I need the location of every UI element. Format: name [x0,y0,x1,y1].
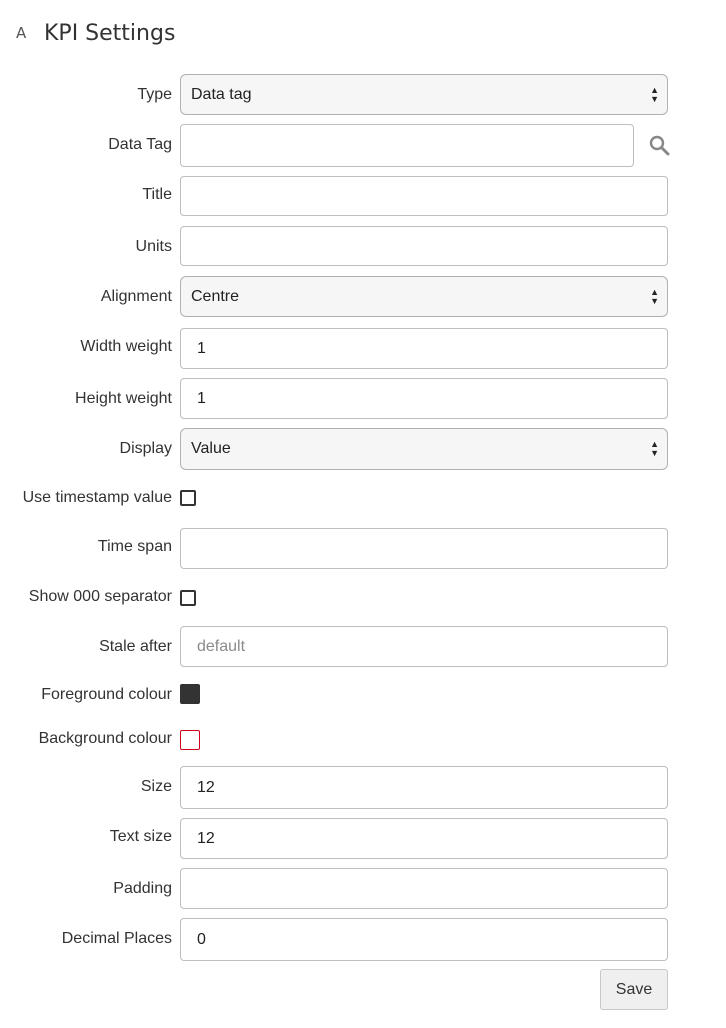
display-select[interactable] [180,428,668,470]
text-size-label: Text size [109,828,172,845]
panel-header[interactable] [16,18,175,48]
units-label: Units [135,238,172,255]
use-timestamp-label: Use timestamp value [22,489,172,506]
decimal-places-label: Decimal Places [61,930,172,947]
padding-label: Padding [113,880,172,897]
title-label: Title [142,186,172,203]
data-tag-input[interactable] [180,124,634,167]
background-colour-label: Background colour [38,730,172,747]
collapse-chevron-icon[interactable]: A [16,24,27,42]
type-select[interactable] [180,74,668,115]
size-input[interactable]: 12 [180,766,668,809]
stale-after-label: Stale after [99,638,172,655]
background-colour-swatch[interactable] [180,730,200,750]
stale-after-input[interactable]: default [180,626,668,667]
size-label: Size [140,778,172,795]
panel-title: KPI Settings [44,20,176,46]
use-timestamp-checkbox[interactable] [180,490,196,506]
title-input[interactable] [180,176,668,216]
display-select-value: Value [191,440,231,457]
type-label: Type [137,86,172,103]
padding-input[interactable] [180,868,668,909]
height-weight-input[interactable]: 1 [180,378,668,419]
foreground-colour-label: Foreground colour [41,686,172,703]
alignment-label: Alignment [100,288,172,305]
show-separator-checkbox[interactable] [180,590,196,606]
time-span-input[interactable] [180,528,668,569]
search-icon[interactable] [648,134,672,158]
decimal-places-input[interactable]: 0 [180,918,668,961]
display-label: Display [119,440,172,457]
units-input[interactable] [180,226,668,266]
select-arrows-icon: ▲ ▼ [650,439,659,458]
select-arrows-icon: ▲ ▼ [650,84,659,104]
type-select-value: Data tag [191,85,252,103]
save-button[interactable]: Save [600,969,668,1010]
text-size-input[interactable]: 12 [180,818,668,859]
alignment-select[interactable] [180,276,668,317]
show-separator-label: Show 000 separator [28,588,172,605]
foreground-colour-swatch[interactable] [180,684,200,704]
height-weight-label: Height weight [75,390,172,407]
width-weight-label: Width weight [80,338,172,355]
select-arrows-icon: ▲ ▼ [650,286,659,306]
time-span-label: Time span [97,538,172,555]
width-weight-input[interactable]: 1 [180,328,668,369]
alignment-select-value: Centre [191,287,240,305]
data-tag-label: Data Tag [108,136,172,153]
